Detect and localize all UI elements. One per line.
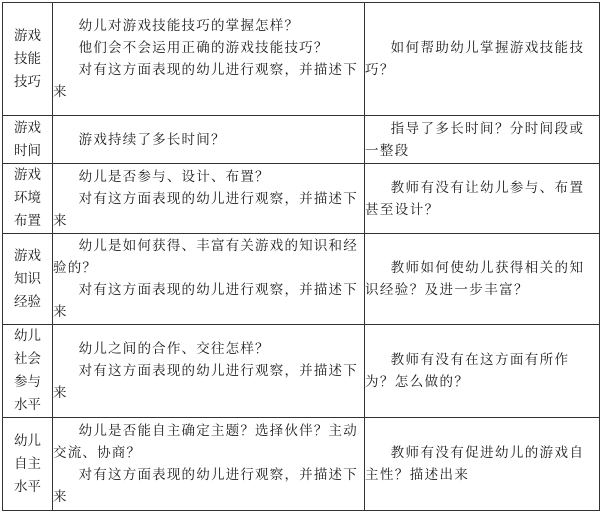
observation-text: 对有这方面表现的幼儿进行观察，并描述下来 xyxy=(53,467,358,505)
observation-text: 幼儿是否能自主确定主题？选择伙伴？主动交流、协商？ xyxy=(53,423,358,461)
table-row xyxy=(3,116,600,164)
guidance-text: 教师如何使幼儿获得相关的知识经验？及进一步丰富？ xyxy=(365,260,585,298)
category-text: 游戏 xyxy=(14,27,41,44)
guidance-cell xyxy=(365,234,600,325)
guidance-text: 教师有没有让幼儿参与、布置甚至设计？ xyxy=(365,179,585,218)
category-text: 社会 xyxy=(14,351,41,367)
guidance-text: 教师有没有在这方面有所作为？怎么做的？ xyxy=(365,352,570,390)
observation-text: 幼儿之间的合作、交往怎样？ xyxy=(78,341,270,357)
category-text: 布置 xyxy=(14,213,41,229)
observation-cell xyxy=(53,234,365,325)
observation-text: 对有这方面表现的幼儿进行观察，并描述下来 xyxy=(53,62,358,100)
observation-text: 他们会不会运用正确的游戏技能技巧？ xyxy=(78,40,329,56)
category-cell xyxy=(3,325,53,418)
category-text: 幼儿 xyxy=(14,432,41,449)
observation-text: 幼儿是如何获得、丰富有关游戏的知识和经验的？ xyxy=(53,238,358,276)
category-text: 知识 xyxy=(14,270,41,287)
observation-cell xyxy=(53,116,365,164)
guidance-text: 如何帮助幼儿掌握游戏技能技巧？ xyxy=(365,40,585,78)
category-cell xyxy=(3,3,53,116)
observation-cell xyxy=(53,418,365,511)
category-text: 自主 xyxy=(14,455,41,472)
observation-table xyxy=(2,2,600,511)
category-text: 水平 xyxy=(14,397,41,413)
guidance-cell xyxy=(365,325,600,418)
table-row xyxy=(3,3,600,116)
observation-text: 游戏持续了多长时间？ xyxy=(78,131,226,148)
guidance-text: 指导了多长时间？分时间段或一整段 xyxy=(365,120,585,159)
category-text: 游戏 xyxy=(14,167,41,183)
category-text: 幼儿 xyxy=(14,328,41,344)
observation-cell xyxy=(53,325,365,418)
observation-text: 幼儿是否参与、设计、布置？ xyxy=(78,168,270,185)
observation-text: 对有这方面表现的幼儿进行观察，并描述下来 xyxy=(53,190,358,229)
category-cell xyxy=(3,164,53,234)
observation-text: 幼儿对游戏技能技巧的掌握怎样？ xyxy=(78,18,300,34)
category-cell xyxy=(3,116,53,164)
category-text: 时间 xyxy=(14,142,41,159)
guidance-cell xyxy=(365,164,600,234)
category-text: 参与 xyxy=(14,374,41,390)
observation-cell xyxy=(53,164,365,234)
table-row xyxy=(3,234,600,325)
guidance-text: 教师有没有促进幼儿的游戏自主性？描述出来 xyxy=(365,445,585,483)
category-text: 技巧 xyxy=(14,73,41,90)
category-text: 环境 xyxy=(14,190,41,206)
table-row xyxy=(3,325,600,418)
table-row xyxy=(3,418,600,511)
observation-cell xyxy=(53,3,365,116)
observation-text: 对有这方面表现的幼儿进行观察，并描述下来 xyxy=(53,363,358,401)
table-row xyxy=(3,164,600,234)
category-text: 经验 xyxy=(14,293,41,310)
guidance-cell xyxy=(365,3,600,116)
observation-text: 对有这方面表现的幼儿进行观察，并描述下来 xyxy=(53,282,358,320)
guidance-cell xyxy=(365,116,600,164)
category-cell xyxy=(3,234,53,325)
category-cell xyxy=(3,418,53,511)
category-text: 游戏 xyxy=(14,247,41,264)
category-text: 游戏 xyxy=(14,119,41,136)
category-text: 水平 xyxy=(14,478,41,495)
guidance-cell xyxy=(365,418,600,511)
category-text: 技能 xyxy=(14,50,41,67)
